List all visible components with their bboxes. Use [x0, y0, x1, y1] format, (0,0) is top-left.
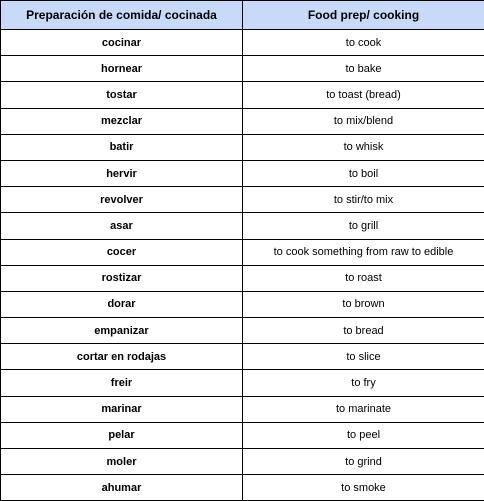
spanish-term: cocinar	[1, 30, 243, 56]
spanish-term: cortar en rodajas	[1, 344, 243, 370]
table-body	[1, 30, 484, 501]
table-row	[1, 318, 484, 344]
header-spanish: Preparación de comida/ cocinada	[1, 1, 243, 30]
spanish-term: revolver	[1, 187, 243, 213]
english-translation: to cook something from raw to edible	[243, 239, 484, 265]
spanish-term: freir	[1, 370, 243, 396]
table-row	[1, 265, 484, 291]
spanish-term: hornear	[1, 56, 243, 82]
table-row	[1, 239, 484, 265]
spanish-term: rostizar	[1, 265, 243, 291]
english-translation: to smoke	[243, 475, 484, 501]
english-translation: to brown	[243, 291, 484, 317]
english-translation: to marinate	[243, 396, 484, 422]
english-translation: to cook	[243, 30, 484, 56]
spanish-term: tostar	[1, 82, 243, 108]
spanish-term: batir	[1, 134, 243, 160]
table-row	[1, 56, 484, 82]
english-translation: to peel	[243, 422, 484, 448]
english-translation: to bake	[243, 56, 484, 82]
spanish-term: moler	[1, 449, 243, 475]
table-row	[1, 134, 484, 160]
table-row	[1, 213, 484, 239]
table-row	[1, 30, 484, 56]
english-translation: to grill	[243, 213, 484, 239]
english-translation: to boil	[243, 160, 484, 186]
table-row	[1, 475, 484, 501]
spanish-term: mezclar	[1, 108, 243, 134]
table-row	[1, 108, 484, 134]
english-translation: to mix/blend	[243, 108, 484, 134]
table-header	[1, 1, 484, 30]
header-row	[1, 1, 484, 30]
english-translation: to whisk	[243, 134, 484, 160]
table-row	[1, 291, 484, 317]
english-translation: to bread	[243, 318, 484, 344]
table-row	[1, 370, 484, 396]
header-english: Food prep/ cooking	[243, 1, 484, 30]
table-row	[1, 344, 484, 370]
table-row	[1, 82, 484, 108]
spanish-term: ahumar	[1, 475, 243, 501]
english-translation: to grind	[243, 449, 484, 475]
table-row	[1, 396, 484, 422]
english-translation: to toast (bread)	[243, 82, 484, 108]
english-translation: to slice	[243, 344, 484, 370]
table-row	[1, 187, 484, 213]
table-row	[1, 160, 484, 186]
spanish-term: empanizar	[1, 318, 243, 344]
spanish-term: hervir	[1, 160, 243, 186]
spanish-term: marinar	[1, 396, 243, 422]
spanish-term: pelar	[1, 422, 243, 448]
spanish-term: dorar	[1, 291, 243, 317]
spanish-term: asar	[1, 213, 243, 239]
english-translation: to roast	[243, 265, 484, 291]
english-translation: to fry	[243, 370, 484, 396]
table-row	[1, 422, 484, 448]
english-translation: to stir/to mix	[243, 187, 484, 213]
spanish-term: cocer	[1, 239, 243, 265]
table-row	[1, 449, 484, 475]
